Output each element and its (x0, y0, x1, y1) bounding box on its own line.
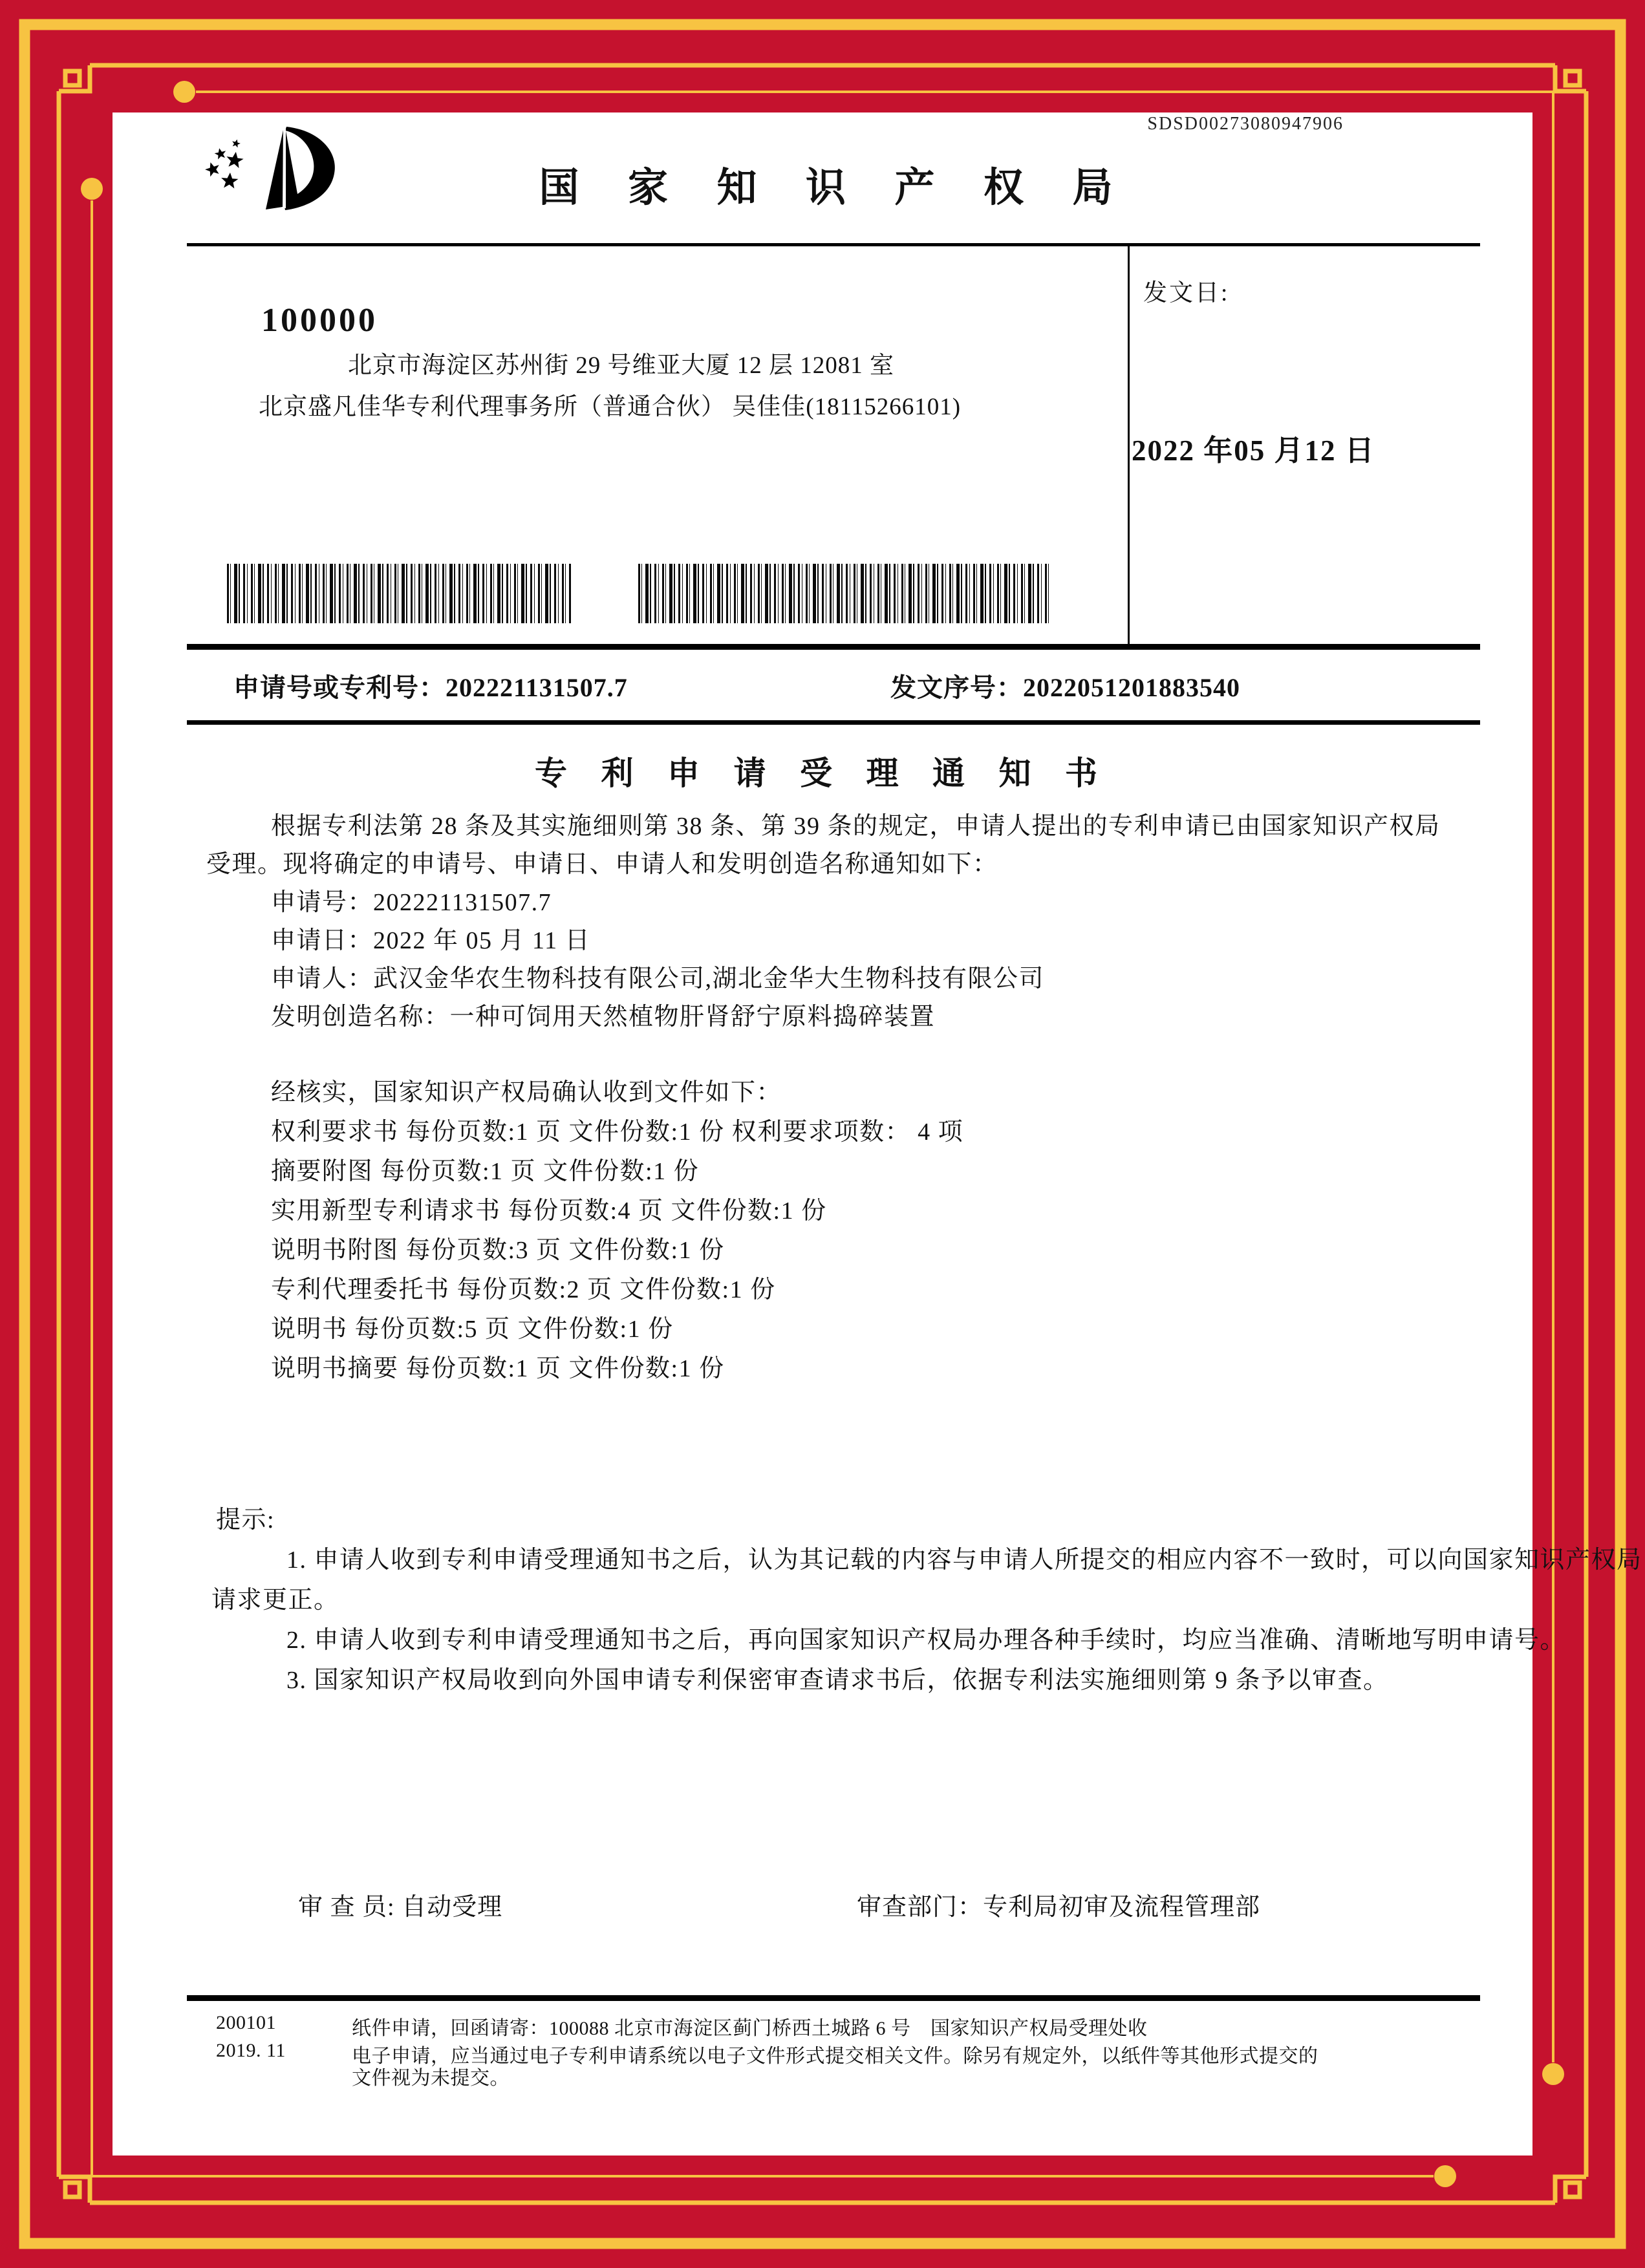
footer-electronic-instruction-continuation: 文件视为未提交。 (352, 2068, 510, 2089)
form-revision-date: 2019. 11 (216, 2040, 286, 2061)
dispatch-serial-line (890, 667, 1240, 704)
hint-item: 3. 国家知识产权局收到向外国申请专利保密审查请求书后，依据专利法实施细则第 9 条予以审查。 (286, 1667, 1389, 1694)
received-doc-row: 实用新型专利请求书 每份页数:4 页 文件份数:1 份 (271, 1197, 827, 1225)
field-invention-title: 发明创造名称：一种可饲用天然植物肝肾舒宁原料捣碎装置 (271, 1003, 936, 1031)
received-doc-row: 专利代理委托书 每份页数:2 页 文件份数:1 份 (271, 1276, 776, 1303)
hint-item-continuation: 请求更正。 (211, 1587, 339, 1614)
hint-item: 2. 申请人收到专利申请受理通知书之后，再向国家知识产权局办理各种手续时，均应当准确、清晰地写明申请号。 (286, 1627, 1566, 1654)
received-intro: 经核实，国家知识产权局确认收到文件如下： (271, 1079, 782, 1106)
barcode-serial (638, 564, 1049, 623)
hint-item: 1. 申请人收到专利申请受理通知书之后，认为其记载的内容与申请人所提交的相应内容不一致时，可以向国家知识产权局 (286, 1546, 1642, 1574)
field-application-date: 申请日：2022 年 05 月 11 日 (271, 927, 591, 954)
application-number-line (233, 667, 628, 704)
intro-line: 受理。现将确定的申请号、申请日、申请人和发明创造名称通知如下： (206, 851, 998, 878)
received-doc-row: 权利要求书 每份页数:1 页 文件份数:1 份 权利要求项数： 4 项 (271, 1118, 964, 1146)
received-documents-block (206, 1073, 1494, 1389)
org-title: 国 家 知 识 产 权 局 (539, 166, 1132, 210)
divider-above-numbers (187, 644, 1480, 650)
header-divider (187, 243, 1480, 246)
form-code: 200101 (216, 2012, 276, 2033)
dispatch-date-label: 发文日: (1143, 280, 1230, 306)
department-value: 专利局初审及流程管理部 (983, 1894, 1261, 1921)
examiner-value: 自动受理 (402, 1894, 503, 1921)
document-page (113, 112, 1642, 2156)
department-label: 审查部门： (857, 1894, 984, 1921)
recipient-address: 北京市海淀区苏州街 29 号维亚大厦 12 层 12081 室 (348, 352, 894, 379)
examiner-line (298, 1887, 502, 1922)
notice-intro-block (206, 808, 1494, 1036)
application-number-value: 202221131507.7 (446, 673, 628, 702)
footer-electronic-instruction: 电子申请，应当通过电子专利申请系统以电子文件形式提交相关文件。除另有规定外，以纸件等其他形式提交的 (352, 2046, 1318, 2067)
divider-below-numbers (187, 720, 1480, 725)
hints-block (206, 1500, 1642, 1700)
recipient-postcode: 100000 (261, 302, 378, 339)
corner-dot-left (81, 178, 103, 200)
document-serial: SDSD00273080947906 (1147, 114, 1344, 134)
hints-label: 提示: (216, 1506, 275, 1534)
footer-paper-instruction: 纸件申请，回函请寄：100088 北京市海淀区蓟门桥西土城路 6 号 国家知识产权局受理处收 (352, 2018, 1148, 2039)
corner-dot-right (1542, 2063, 1564, 2085)
footer-divider (187, 1995, 1480, 2001)
field-applicant: 申请人：武汉金华农生物科技有限公司,湖北金华大生物科技有限公司 (271, 965, 1045, 992)
received-doc-row: 说明书 每份页数:5 页 文件份数:1 份 (271, 1316, 674, 1343)
examiner-label: 审 查 员: (298, 1894, 395, 1921)
dispatch-serial-label: 发文序号： (890, 673, 1023, 702)
received-doc-row: 说明书摘要 每份页数:1 页 文件份数:1 份 (271, 1355, 725, 1382)
field-application-number: 申请号：202221131507.7 (271, 889, 552, 916)
corner-dot-top (173, 81, 195, 103)
department-line (857, 1887, 1260, 1922)
intro-line: 根据专利法第 28 条及其实施细则第 38 条、第 39 条的规定，申请人提出的专利申请已由国家知识产权局 (271, 813, 1441, 840)
notice-title: 专 利 申 请 受 理 通 知 书 (535, 755, 1110, 791)
dispatch-serial-value: 2022051201883540 (1023, 673, 1240, 702)
barcode-application (227, 564, 571, 623)
recipient-agency: 北京盛凡佳华专利代理事务所（普通合伙） 吴佳佳(18115266101) (259, 394, 962, 420)
corner-dot-bottom (1434, 2165, 1456, 2187)
application-number-label: 申请号或专利号： (233, 673, 446, 702)
dispatch-date-value: 2022 年05 月12 日 (1132, 434, 1375, 467)
received-doc-row: 说明书附图 每份页数:3 页 文件份数:1 份 (271, 1237, 725, 1264)
received-doc-row: 摘要附图 每份页数:1 页 文件份数:1 份 (271, 1158, 700, 1185)
dispatch-divider (1128, 244, 1130, 649)
